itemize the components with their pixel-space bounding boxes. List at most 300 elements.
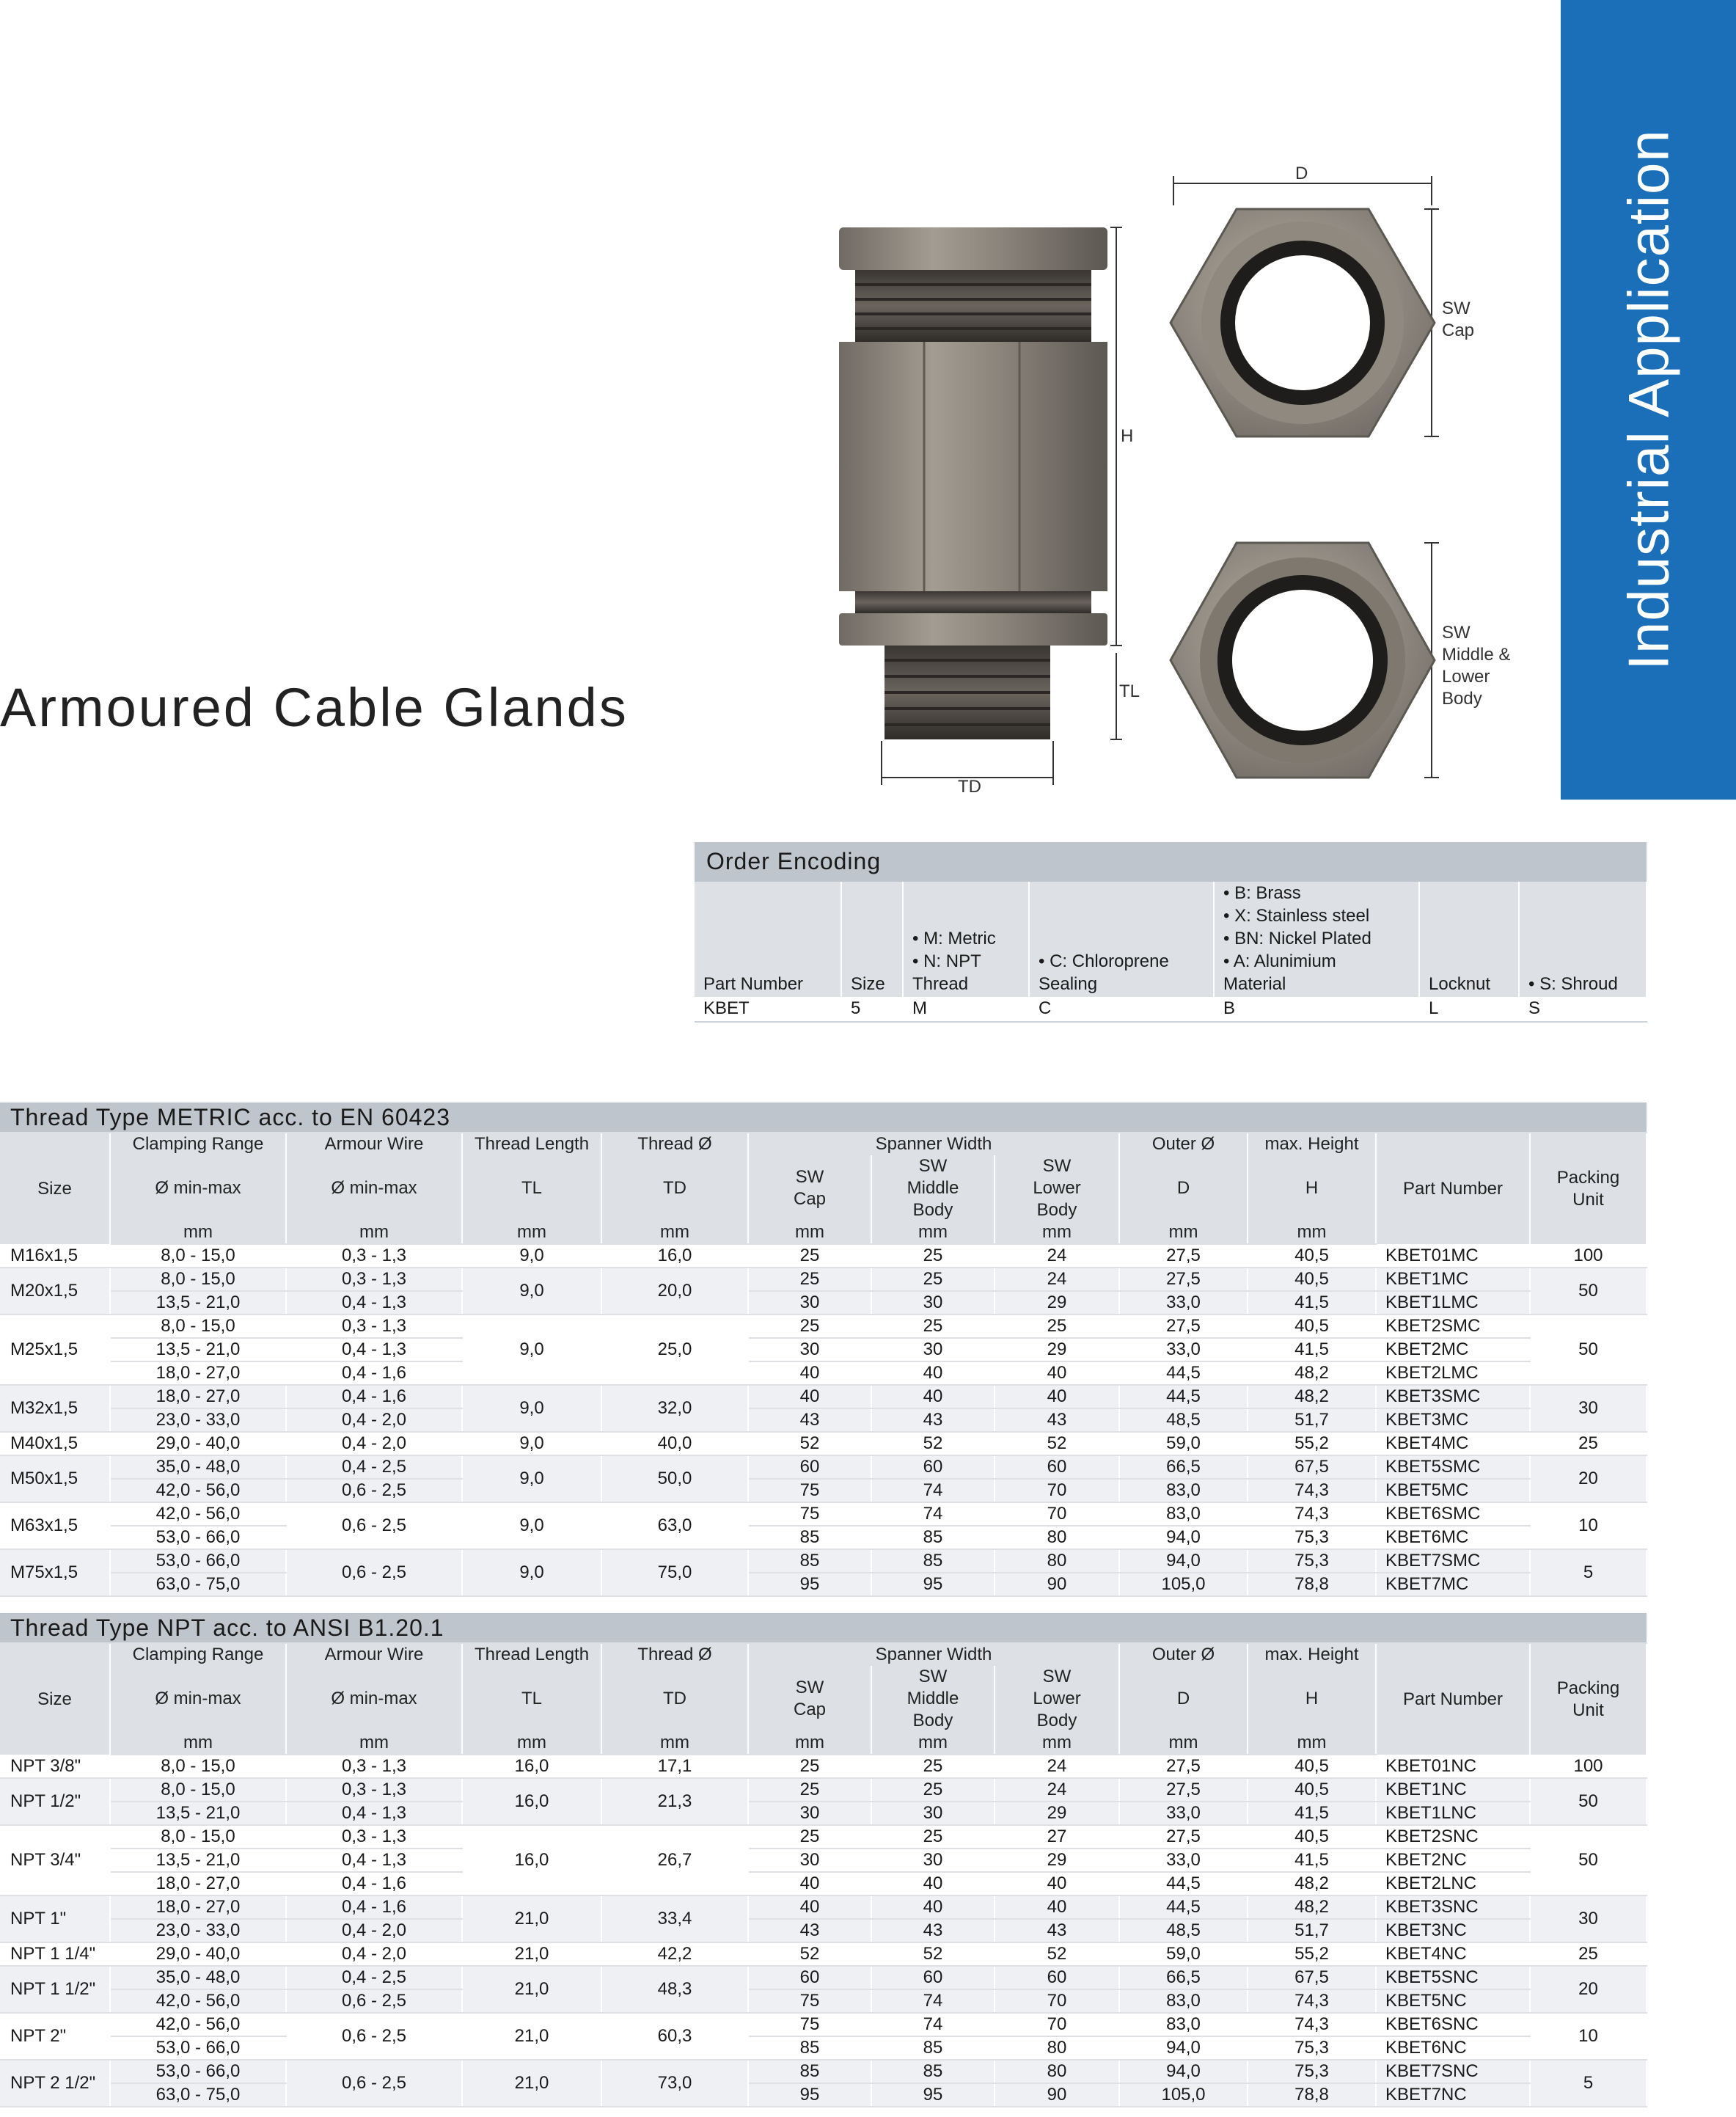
cell-value: 80 (995, 2036, 1119, 2060)
cell-clamping: 18,0 - 27,0 (110, 1361, 286, 1385)
cell-value: 25 (995, 1315, 1119, 1338)
cell-value: 44,5 (1119, 1385, 1248, 1408)
cell-part-number: KBET7SNC (1376, 2060, 1530, 2083)
col-spanner-width: Spanner Width (748, 1133, 1119, 1155)
cell-value: 74,3 (1248, 1989, 1376, 2013)
product-drawing (799, 154, 1548, 800)
cell-size: M25x1,5 (0, 1315, 110, 1385)
table-row (0, 1989, 1647, 2013)
cell-value: 105,0 (1119, 1573, 1248, 1596)
table-row (0, 1526, 1647, 1549)
cell-size: M16x1,5 (0, 1244, 110, 1268)
cell-td: 60,3 (601, 2013, 748, 2060)
col-thread-diameter: Thread Ø (601, 1133, 748, 1155)
cell-tl: 9,0 (462, 1385, 601, 1432)
cell-td: 73,0 (601, 2060, 748, 2107)
subhdr-sw_cap: SW Cap (748, 1666, 871, 1732)
cell-value: 59,0 (1119, 1942, 1248, 1966)
cell-value: 83,0 (1119, 1479, 1248, 1502)
cell-tl: 9,0 (462, 1502, 601, 1549)
subhdr-d: D (1119, 1666, 1248, 1732)
cell-part-number: KBET2SNC (1376, 1825, 1530, 1849)
cell-value: 75 (748, 1989, 871, 2013)
cell-value: 43 (871, 1408, 995, 1432)
cell-part-number: KBET3SNC (1376, 1895, 1530, 1919)
cell-value: 25 (871, 1244, 995, 1268)
cell-value: 25 (871, 1268, 995, 1291)
cell-value: 85 (871, 1549, 995, 1573)
order-option: • M: Metric (912, 929, 996, 948)
cell-packing: 50 (1530, 1268, 1647, 1315)
cell-value: 33,0 (1119, 1802, 1248, 1825)
cell-packing: 100 (1530, 1244, 1647, 1268)
sw-body-label: SW Middle & Lower Body (1442, 623, 1511, 709)
table-row (0, 1385, 1647, 1408)
cell-value: 27,5 (1119, 1268, 1248, 1291)
cell-value: 80 (995, 1526, 1119, 1549)
cell-value: 40,5 (1248, 1268, 1376, 1291)
cell-packing: 20 (1530, 1455, 1647, 1502)
table-row (0, 1432, 1647, 1455)
col-outer-diameter: Outer Ø (1119, 1133, 1248, 1155)
cell-value: 95 (748, 2083, 871, 2107)
col-clamping-range: Clamping Range (110, 1133, 286, 1155)
cell-armour: 0,4 - 2,5 (286, 1455, 462, 1479)
cell-part-number: KBET2MC (1376, 1338, 1530, 1361)
cell-clamping: 29,0 - 40,0 (110, 1432, 286, 1455)
table-row (0, 1895, 1647, 1919)
cell-value: 52 (748, 1432, 871, 1455)
cell-value: 40 (995, 1895, 1119, 1919)
col-max-height: max. Height (1248, 1643, 1376, 1666)
unit-mm: mm (110, 1732, 286, 1755)
cell-value: 95 (871, 2083, 995, 2107)
order-col-header (1519, 882, 1647, 997)
cell-value: 90 (995, 1573, 1119, 1596)
order-col-label: Thread (912, 974, 969, 994)
cell-td: 75,0 (601, 1549, 748, 1596)
col-size: Size (0, 1643, 110, 1755)
cell-td: 20,0 (601, 1268, 748, 1315)
cell-armour: 0,4 - 1,3 (286, 1291, 462, 1315)
unit-mm: mm (286, 1221, 462, 1244)
order-option: • A: Alunimium (1223, 951, 1336, 971)
dim-tl-label: TL (1119, 681, 1140, 701)
cell-value: 30 (748, 1849, 871, 1872)
sw-cap-label: SW Cap (1442, 299, 1475, 340)
cell-value: 29 (995, 1338, 1119, 1361)
cell-value: 30 (748, 1291, 871, 1315)
cell-clamping: 29,0 - 40,0 (110, 1942, 286, 1966)
cell-value: 60 (871, 1966, 995, 1989)
cell-value: 83,0 (1119, 1502, 1248, 1526)
cell-value: 85 (748, 2036, 871, 2060)
cell-part-number: KBET2NC (1376, 1849, 1530, 1872)
table-row (0, 1872, 1647, 1895)
order-col-label: Material (1223, 974, 1286, 994)
cell-armour: 0,3 - 1,3 (286, 1825, 462, 1849)
cell-value: 60 (748, 1455, 871, 1479)
unit-mm: mm (995, 1732, 1119, 1755)
page-title: Armoured Cable Glands (0, 677, 629, 738)
cell-value: 40 (995, 1361, 1119, 1385)
cell-value: 48,5 (1119, 1919, 1248, 1942)
cell-value: 43 (748, 1919, 871, 1942)
order-col-header (695, 882, 841, 997)
order-col-value: KBET (695, 997, 841, 1022)
cell-td: 50,0 (601, 1455, 748, 1502)
col-packing-unit: Packing Unit (1530, 1643, 1647, 1755)
cell-value: 85 (748, 2060, 871, 2083)
cell-part-number: KBET1LNC (1376, 1802, 1530, 1825)
cell-value: 27,5 (1119, 1244, 1248, 1268)
cell-part-number: KBET5MC (1376, 1479, 1530, 1502)
cell-size: NPT 3/8" (0, 1755, 110, 1778)
subhdr-sw_mid: SW Middle Body (871, 1155, 995, 1221)
cell-value: 41,5 (1248, 1338, 1376, 1361)
cell-value: 43 (748, 1408, 871, 1432)
subhdr-tl: TL (462, 1155, 601, 1221)
cell-size: M32x1,5 (0, 1385, 110, 1432)
cell-value: 94,0 (1119, 1526, 1248, 1549)
cell-armour: 0,4 - 1,3 (286, 1802, 462, 1825)
cell-size: NPT 3/4" (0, 1825, 110, 1895)
table-row (0, 1361, 1647, 1385)
cell-value: 85 (748, 1549, 871, 1573)
cap-view (1171, 209, 1435, 436)
order-col-value: 5 (841, 997, 903, 1022)
order-option: • S: Shroud (1528, 974, 1618, 994)
table-row (0, 1244, 1647, 1268)
table-row (0, 1849, 1647, 1872)
cell-value: 51,7 (1248, 1919, 1376, 1942)
cell-size: NPT 1 1/4" (0, 1942, 110, 1966)
cell-value: 75 (748, 2013, 871, 2036)
cell-value: 85 (871, 2036, 995, 2060)
cell-part-number: KBET6MC (1376, 1526, 1530, 1549)
order-encoding-table (695, 842, 1647, 1023)
table-row (0, 1549, 1647, 1573)
cell-armour: 0,4 - 2,0 (286, 1942, 462, 1966)
cell-value: 74 (871, 1989, 995, 2013)
table-row (0, 2013, 1647, 2036)
table-row (0, 1502, 1647, 1526)
cell-value: 90 (995, 2083, 1119, 2107)
cell-size: NPT 1/2" (0, 1778, 110, 1825)
body-view (1171, 543, 1435, 778)
cell-value: 33,0 (1119, 1291, 1248, 1315)
col-thread-diameter: Thread Ø (601, 1643, 748, 1666)
order-col-header (1029, 882, 1214, 997)
cell-tl: 9,0 (462, 1549, 601, 1596)
order-col-value: S (1519, 997, 1647, 1022)
cell-value: 40 (995, 1872, 1119, 1895)
cell-clamping: 53,0 - 66,0 (110, 1549, 286, 1573)
cell-value: 27,5 (1119, 1315, 1248, 1338)
cell-value: 27,5 (1119, 1778, 1248, 1802)
cell-packing: 10 (1530, 1502, 1647, 1549)
cell-value: 25 (871, 1755, 995, 1778)
cell-armour: 0,4 - 1,3 (286, 1338, 462, 1361)
cell-value: 60 (995, 1966, 1119, 1989)
cell-value: 44,5 (1119, 1872, 1248, 1895)
cell-part-number: KBET3SMC (1376, 1385, 1530, 1408)
cell-tl: 9,0 (462, 1315, 601, 1385)
cell-clamping: 13,5 - 21,0 (110, 1338, 286, 1361)
table-row (0, 1268, 1647, 1291)
cell-armour: 0,3 - 1,3 (286, 1315, 462, 1338)
cell-value: 30 (871, 1338, 995, 1361)
cell-value: 59,0 (1119, 1432, 1248, 1455)
cell-armour: 0,4 - 2,0 (286, 1432, 462, 1455)
cell-value: 75,3 (1248, 1526, 1376, 1549)
order-option: • B: Brass (1223, 883, 1301, 903)
cell-value: 48,2 (1248, 1361, 1376, 1385)
cell-value: 75 (748, 1502, 871, 1526)
cell-tl: 21,0 (462, 1895, 601, 1942)
cell-size: NPT 2 1/2" (0, 2060, 110, 2107)
cell-value: 40 (748, 1872, 871, 1895)
cell-value: 40 (748, 1895, 871, 1919)
cell-value: 95 (871, 1573, 995, 1596)
cell-value: 52 (995, 1942, 1119, 1966)
cell-clamping: 53,0 - 66,0 (110, 2060, 286, 2083)
table-row (0, 1408, 1647, 1432)
cell-value: 29 (995, 1291, 1119, 1315)
cell-tl: 9,0 (462, 1268, 601, 1315)
cell-td: 42,2 (601, 1942, 748, 1966)
unit-mm: mm (286, 1732, 462, 1755)
cell-part-number: KBET3NC (1376, 1919, 1530, 1942)
cell-size: NPT 1" (0, 1895, 110, 1942)
cell-packing: 10 (1530, 2013, 1647, 2060)
table-row (0, 1755, 1647, 1778)
order-col-header (841, 882, 903, 997)
order-col-label: Sealing (1039, 974, 1098, 994)
cell-part-number: KBET2LMC (1376, 1361, 1530, 1385)
order-col-value: L (1419, 997, 1519, 1022)
cell-part-number: KBET1LMC (1376, 1291, 1530, 1315)
cell-value: 80 (995, 2060, 1119, 2083)
cell-size: M50x1,5 (0, 1455, 110, 1502)
cell-value: 48,2 (1248, 1385, 1376, 1408)
col-max-height: max. Height (1248, 1133, 1376, 1155)
cell-clamping: 63,0 - 75,0 (110, 2083, 286, 2107)
order-option: • X: Stainless steel (1223, 906, 1370, 926)
cell-part-number: KBET7SMC (1376, 1549, 1530, 1573)
subhdr-h: H (1248, 1155, 1376, 1221)
cell-td: 25,0 (601, 1315, 748, 1385)
cell-clamping: 13,5 - 21,0 (110, 1291, 286, 1315)
table-row (0, 1778, 1647, 1802)
cell-value: 30 (748, 1338, 871, 1361)
cell-part-number: KBET4MC (1376, 1432, 1530, 1455)
cell-clamping: 8,0 - 15,0 (110, 1825, 286, 1849)
order-col-value: B (1214, 997, 1419, 1022)
unit-mm: mm (748, 1732, 871, 1755)
table-row (0, 1291, 1647, 1315)
cell-td: 21,3 (601, 1778, 748, 1825)
cell-value: 70 (995, 1502, 1119, 1526)
cell-value: 74,3 (1248, 1502, 1376, 1526)
cell-value: 105,0 (1119, 2083, 1248, 2107)
cell-tl: 21,0 (462, 2013, 601, 2060)
cell-size: M20x1,5 (0, 1268, 110, 1315)
cell-clamping: 23,0 - 33,0 (110, 1408, 286, 1432)
unit-mm: mm (1248, 1732, 1376, 1755)
cell-value: 27,5 (1119, 1755, 1248, 1778)
cell-packing: 20 (1530, 1966, 1647, 2013)
table-row (0, 1966, 1647, 1989)
cell-value: 52 (748, 1942, 871, 1966)
col-thread-length: Thread Length (462, 1643, 601, 1666)
cell-value: 60 (871, 1455, 995, 1479)
cell-clamping: 8,0 - 15,0 (110, 1244, 286, 1268)
cell-value: 78,8 (1248, 1573, 1376, 1596)
cell-value: 70 (995, 1479, 1119, 1502)
dim-td-label: TD (958, 777, 981, 797)
cell-value: 24 (995, 1268, 1119, 1291)
cell-armour: 0,4 - 1,6 (286, 1385, 462, 1408)
cell-size: M63x1,5 (0, 1502, 110, 1549)
cell-value: 43 (995, 1408, 1119, 1432)
col-part-number: Part Number (1376, 1133, 1530, 1244)
order-col-value: M (903, 997, 1029, 1022)
cell-value: 40,5 (1248, 1755, 1376, 1778)
cell-value: 83,0 (1119, 1989, 1248, 2013)
table-title: Thread Type NPT acc. to ANSI B1.20.1 (0, 1613, 1647, 1643)
table-title: Thread Type METRIC acc. to EN 60423 (0, 1103, 1647, 1133)
cell-armour: 0,4 - 1,6 (286, 1872, 462, 1895)
cell-tl: 21,0 (462, 2060, 601, 2107)
cell-size: M40x1,5 (0, 1432, 110, 1455)
cell-value: 41,5 (1248, 1802, 1376, 1825)
cell-part-number: KBET6SMC (1376, 1502, 1530, 1526)
cell-value: 55,2 (1248, 1432, 1376, 1455)
cell-td: 33,4 (601, 1895, 748, 1942)
table-row (0, 2036, 1647, 2060)
cell-packing: 100 (1530, 1755, 1647, 1778)
cell-value: 85 (871, 1526, 995, 1549)
cell-value: 75,3 (1248, 2036, 1376, 2060)
cell-value: 40,5 (1248, 1244, 1376, 1268)
cell-clamping: 18,0 - 27,0 (110, 1872, 286, 1895)
subhdr-sw_low: SW Lower Body (995, 1155, 1119, 1221)
cell-armour: 0,3 - 1,3 (286, 1778, 462, 1802)
cell-clamping: 63,0 - 75,0 (110, 1573, 286, 1596)
cell-value: 66,5 (1119, 1455, 1248, 1479)
cell-value: 67,5 (1248, 1966, 1376, 1989)
cell-value: 40 (871, 1385, 995, 1408)
cell-part-number: KBET2LNC (1376, 1872, 1530, 1895)
table-row (0, 2060, 1647, 2083)
cell-armour: 0,6 - 2,5 (286, 2013, 462, 2060)
cell-part-number: KBET1MC (1376, 1268, 1530, 1291)
cell-value: 25 (748, 1315, 871, 1338)
subhdr-minmax: Ø min-max (286, 1155, 462, 1221)
cell-clamping: 23,0 - 33,0 (110, 1919, 286, 1942)
cell-part-number: KBET5NC (1376, 1989, 1530, 2013)
cell-value: 94,0 (1119, 1549, 1248, 1573)
cell-part-number: KBET7NC (1376, 2083, 1530, 2107)
cell-value: 29 (995, 1849, 1119, 1872)
cell-part-number: KBET4NC (1376, 1942, 1530, 1966)
cell-value: 75 (748, 1479, 871, 1502)
cell-value: 25 (871, 1778, 995, 1802)
cell-value: 51,7 (1248, 1408, 1376, 1432)
cell-clamping: 42,0 - 56,0 (110, 1989, 286, 2013)
order-option: • BN: Nickel Plated (1223, 929, 1371, 948)
cell-td: 48,3 (601, 1966, 748, 2013)
subhdr-sw_cap: SW Cap (748, 1155, 871, 1221)
cell-value: 24 (995, 1755, 1119, 1778)
cell-value: 74 (871, 1479, 995, 1502)
cell-value: 29 (995, 1802, 1119, 1825)
order-col-label: Size (851, 974, 885, 994)
subhdr-td: TD (601, 1155, 748, 1221)
col-armour-wire: Armour Wire (286, 1133, 462, 1155)
order-col-value: C (1029, 997, 1214, 1022)
side-banner-text: Industrial Application (1616, 129, 1680, 670)
col-spanner-width: Spanner Width (748, 1643, 1119, 1666)
cell-value: 78,8 (1248, 2083, 1376, 2107)
dim-h-label: H (1121, 426, 1134, 446)
cell-size: NPT 2" (0, 2013, 110, 2060)
npt-thread-table (0, 1613, 1647, 2107)
subhdr-tl: TL (462, 1666, 601, 1732)
order-col-header (1419, 882, 1519, 997)
cell-value: 48,2 (1248, 1872, 1376, 1895)
cell-value: 25 (748, 1778, 871, 1802)
cell-value: 25 (748, 1825, 871, 1849)
cell-tl: 9,0 (462, 1455, 601, 1502)
side-view (839, 227, 1107, 739)
cell-clamping: 42,0 - 56,0 (110, 1502, 286, 1526)
unit-mm: mm (1248, 1221, 1376, 1244)
cell-tl: 9,0 (462, 1432, 601, 1455)
unit-mm: mm (1119, 1221, 1248, 1244)
cell-part-number: KBET5SNC (1376, 1966, 1530, 1989)
order-col-label: Locknut (1429, 974, 1491, 994)
cell-packing: 30 (1530, 1385, 1647, 1432)
table-row (0, 1479, 1647, 1502)
cell-value: 40 (748, 1361, 871, 1385)
cell-value: 75,3 (1248, 2060, 1376, 2083)
cell-clamping: 8,0 - 15,0 (110, 1755, 286, 1778)
cell-value: 40 (871, 1895, 995, 1919)
cell-value: 25 (748, 1755, 871, 1778)
table-row (0, 1825, 1647, 1849)
cell-armour: 0,3 - 1,3 (286, 1755, 462, 1778)
cell-value: 41,5 (1248, 1291, 1376, 1315)
cell-armour: 0,4 - 2,0 (286, 1919, 462, 1942)
cell-value: 43 (871, 1919, 995, 1942)
cell-value: 41,5 (1248, 1849, 1376, 1872)
cell-clamping: 53,0 - 66,0 (110, 1526, 286, 1549)
cell-value: 52 (995, 1432, 1119, 1455)
table-row (0, 1338, 1647, 1361)
cell-part-number: KBET01NC (1376, 1755, 1530, 1778)
cell-value: 40,5 (1248, 1825, 1376, 1849)
cell-clamping: 35,0 - 48,0 (110, 1966, 286, 1989)
cell-armour: 0,6 - 2,5 (286, 1989, 462, 2013)
cell-clamping: 35,0 - 48,0 (110, 1455, 286, 1479)
cell-size: NPT 1 1/2" (0, 1966, 110, 2013)
cell-value: 40 (748, 1385, 871, 1408)
cell-packing: 50 (1530, 1315, 1647, 1385)
subhdr-minmax: Ø min-max (110, 1155, 286, 1221)
cell-value: 60 (995, 1455, 1119, 1479)
